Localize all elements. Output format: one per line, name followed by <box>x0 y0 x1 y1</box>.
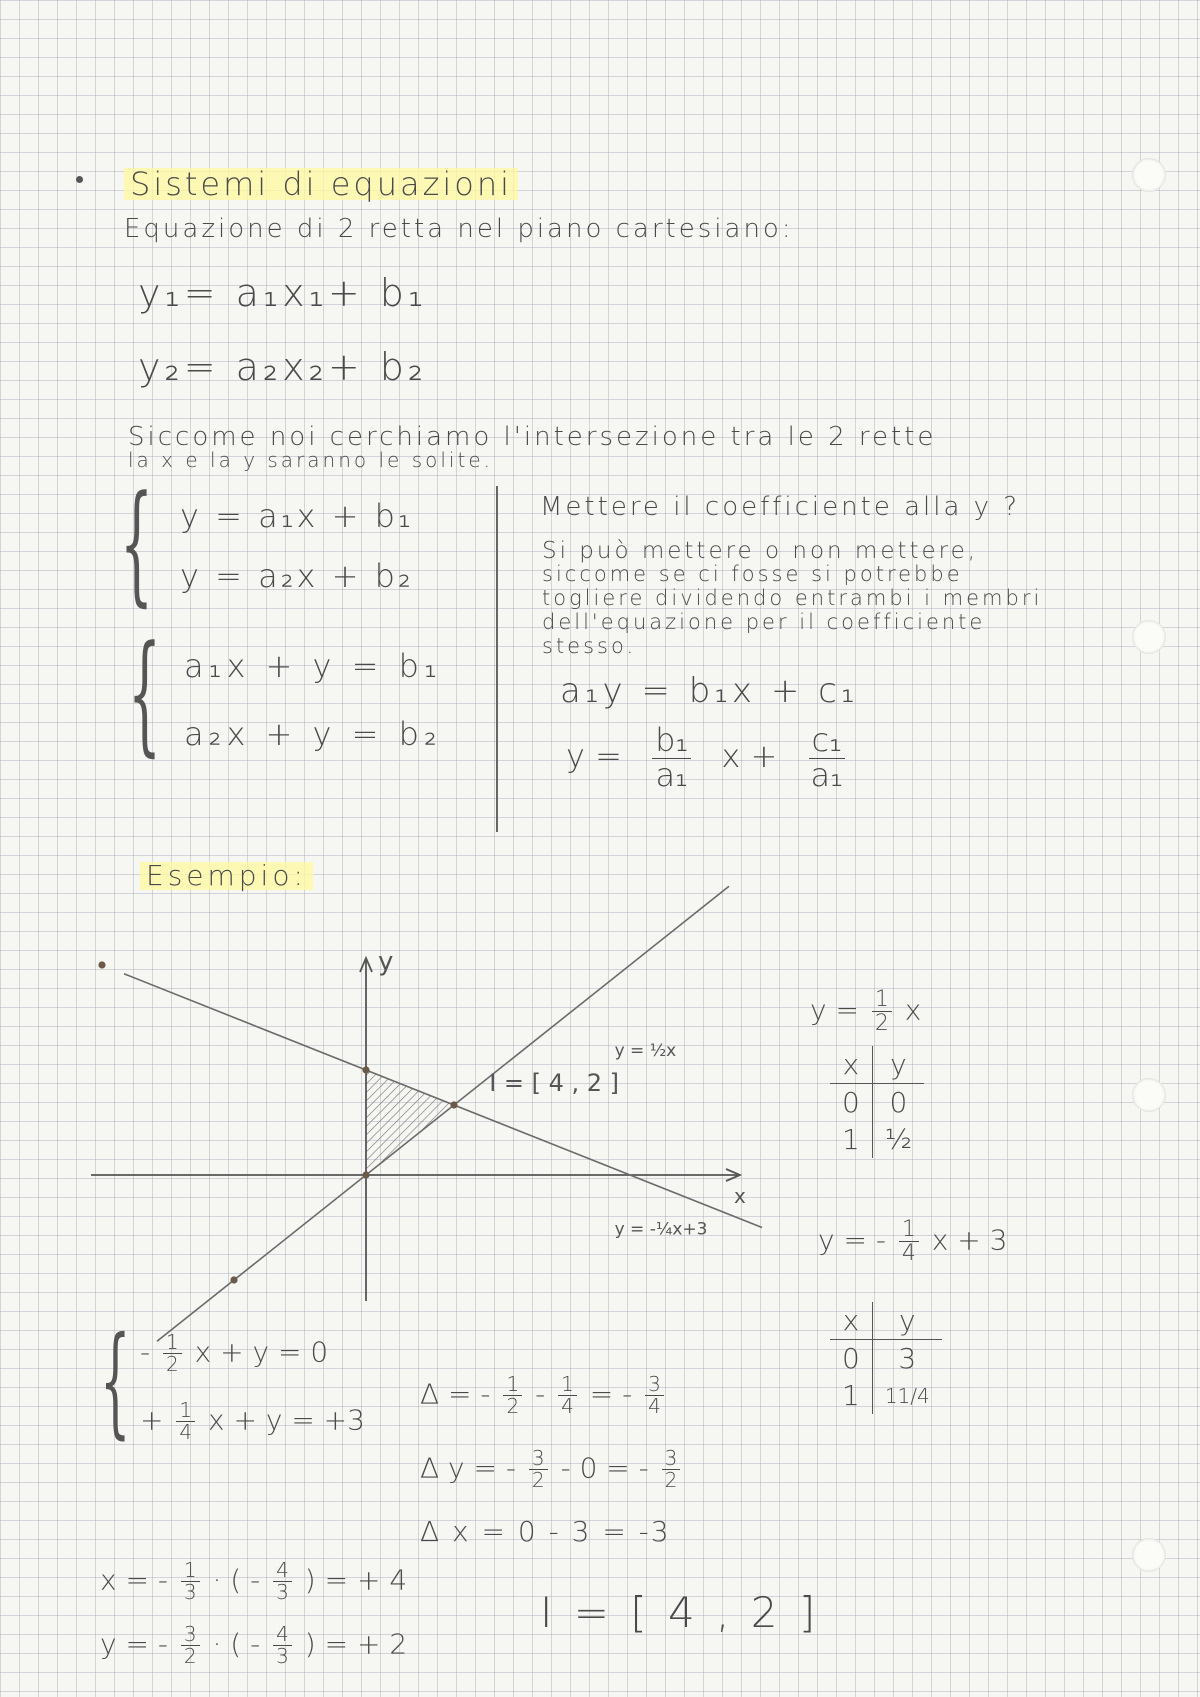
solution-x-sign: - <box>157 1563 168 1597</box>
fraction-denominator: 2 <box>664 1468 678 1492</box>
note-line-1: Siccome noi cerchiamo l'intersezione tra le 2 rette <box>128 422 937 452</box>
delta-equation <box>420 1374 668 1417</box>
delta-fraction-1 <box>503 1374 522 1417</box>
table-2-title-rhs: x + 3 <box>931 1223 1008 1257</box>
table-2-header-row <box>830 1302 942 1340</box>
plotted-point <box>362 1171 369 1178</box>
delta-y-fraction-1 <box>529 1448 548 1491</box>
table-row <box>830 1121 924 1158</box>
table-cell: ½ <box>884 1123 912 1156</box>
fraction-numerator: 1 <box>899 1218 919 1242</box>
example-eq-2-rest: x + y = +3 <box>208 1403 365 1437</box>
table-2-title-fraction <box>899 1218 919 1265</box>
system-b-eq-1: a₁x + y = b₁ <box>184 647 442 685</box>
table-2-title-lhs: y = <box>818 1223 867 1257</box>
solution-x-lhs: x = <box>100 1563 149 1597</box>
cartesian-graph <box>60 940 780 1300</box>
solution-y <box>100 1624 407 1667</box>
table-cell: 0 <box>889 1086 908 1119</box>
coefficient-solved-mid: x + <box>721 737 778 776</box>
answer-line-4: dell'equazione per il coefficiente <box>542 610 986 634</box>
delta-sign-1: - <box>480 1377 491 1411</box>
fraction-denominator: a₁ <box>655 755 688 794</box>
answer-line-5: stesso. <box>542 634 637 658</box>
section-heading: Sistemi di equazioni <box>124 168 518 200</box>
fraction-denominator: 2 <box>183 1644 197 1668</box>
table-2-header-y: y <box>872 1302 941 1340</box>
solution-y-fraction-1 <box>181 1624 200 1667</box>
table-cell: 3 <box>898 1342 917 1375</box>
solution-y-rhs: ) = + 2 <box>304 1627 408 1661</box>
plotted-point <box>230 1276 237 1283</box>
delta-sign-2: - <box>535 1377 546 1411</box>
fraction-denominator: 4 <box>901 1241 916 1267</box>
delta-y-fraction-2 <box>662 1448 681 1491</box>
example-eq-2-fraction <box>176 1400 195 1443</box>
table-1-title-rhs: x <box>904 993 922 1027</box>
solution-y-sign: - <box>157 1627 168 1661</box>
example-eq-1-fraction <box>163 1332 182 1375</box>
column-divider <box>496 486 498 832</box>
table-row <box>830 1377 942 1414</box>
delta-y-rest: - 0 = - <box>560 1451 649 1485</box>
solution-x-rhs: ) = + 4 <box>304 1563 408 1597</box>
binder-hole-upper-mid <box>1132 620 1166 654</box>
fraction-numerator: 4 <box>273 1560 292 1582</box>
table-cell: 0 <box>830 1084 872 1122</box>
table-1-title-lhs: y = <box>810 993 859 1027</box>
line-y-half-x <box>157 886 729 1341</box>
delta-y-sign: - <box>505 1451 517 1485</box>
table-cell: 1 <box>830 1121 872 1158</box>
fraction-denominator: 4 <box>648 1394 661 1418</box>
example-system-eq-1 <box>140 1332 328 1375</box>
delta-fraction-2 <box>558 1374 577 1417</box>
solution-x-fraction-1 <box>181 1560 200 1603</box>
delta-x-equation: Δ x = 0 - 3 = -3 <box>420 1515 671 1548</box>
delta-label: Δ = <box>420 1377 472 1411</box>
fraction-numerator: 1 <box>558 1374 577 1396</box>
bullet-dot <box>76 176 83 183</box>
table-2 <box>830 1302 942 1414</box>
plotted-point <box>98 961 105 968</box>
example-eq-1-sign: - <box>140 1335 151 1369</box>
fraction-numerator: 1 <box>872 988 892 1012</box>
fraction-denominator: a₁ <box>810 755 843 794</box>
plotted-point <box>450 1101 457 1108</box>
note-line-2: la x e la y saranno le solite. <box>128 448 493 472</box>
fraction-numerator: 1 <box>163 1332 182 1354</box>
fraction-denominator: 2 <box>506 1394 520 1418</box>
solution-x-dot: · ( - <box>212 1563 261 1597</box>
table-1-header-y: y <box>872 1046 924 1084</box>
fraction-denominator: 4 <box>179 1420 193 1444</box>
example-system-brace: { <box>100 1312 131 1451</box>
system-b-eq-2: a₂x + y = b₂ <box>184 715 442 753</box>
table-cell: 11/4 <box>884 1383 930 1408</box>
fraction-denominator: 2 <box>166 1352 179 1376</box>
fraction-numerator: 3 <box>181 1624 200 1646</box>
system-a-brace: { <box>120 467 154 619</box>
coefficient-equation: a₁y = b₁x + c₁ <box>560 671 859 711</box>
fraction-denominator: 2 <box>531 1468 545 1492</box>
coefficient-solved-lhs: y = <box>566 737 622 776</box>
coefficient-fraction-b <box>652 721 691 794</box>
y-axis-label: y <box>378 947 394 977</box>
fraction-denominator: 3 <box>276 1644 289 1668</box>
table-2-title <box>818 1218 1007 1265</box>
line-equation-2: y₂= a₂x₂+ b₂ <box>138 345 428 389</box>
solution-x <box>100 1560 407 1603</box>
intro-text: Equazione di 2 retta nel piano cartesiano: <box>124 214 794 244</box>
fraction-denominator: 3 <box>276 1580 289 1604</box>
coefficient-fraction-c <box>808 721 846 794</box>
final-result: I = [ 4 , 2 ] <box>540 1588 820 1637</box>
solution-x-fraction-2 <box>273 1560 292 1603</box>
delta-y-label: Δ y = <box>420 1451 497 1485</box>
fraction-numerator: 3 <box>645 1374 664 1396</box>
binder-hole-lower-mid <box>1132 1078 1166 1112</box>
x-axis-label: x <box>734 1184 746 1208</box>
table-row <box>830 1340 942 1378</box>
table-1 <box>830 1046 924 1158</box>
table-row <box>830 1084 924 1122</box>
fraction-numerator: b₁ <box>652 724 691 759</box>
table-1-header-row <box>830 1046 924 1084</box>
answer-line-2: siccome se ci fosse si potrebbe <box>542 562 963 586</box>
fraction-numerator: 1 <box>503 1374 522 1396</box>
answer-line-1: Si può mettere o non mettere, <box>542 538 979 564</box>
solution-y-fraction-2 <box>273 1624 292 1667</box>
table-cell: 0 <box>830 1340 872 1378</box>
delta-equals: = - <box>589 1377 633 1411</box>
table-cell: 1 <box>830 1377 872 1414</box>
line-1-label: y = ½x <box>614 1041 677 1061</box>
example-label: Esempio: <box>140 862 313 890</box>
system-b-brace: { <box>128 617 162 769</box>
fraction-numerator: 4 <box>273 1624 292 1646</box>
table-2-header-x: x <box>830 1302 872 1340</box>
line-y-minus-quarter-x-plus-3 <box>124 974 762 1228</box>
solution-y-dot: · ( - <box>212 1627 261 1661</box>
system-a-eq-1: y = a₁x + b₁ <box>180 497 414 535</box>
fraction-numerator: 1 <box>181 1560 200 1582</box>
delta-y-equation <box>420 1448 684 1491</box>
fraction-numerator: 3 <box>529 1448 548 1470</box>
solution-y-lhs: y = <box>100 1627 149 1661</box>
coefficient-question: Mettere il coefficiente alla y ? <box>540 492 1021 522</box>
fraction-numerator: 3 <box>662 1448 681 1470</box>
delta-fraction-3 <box>645 1374 664 1417</box>
line-2-label: y = -¼x+3 <box>614 1219 708 1240</box>
intersection-label: I = [ 4 , 2 ] <box>489 1069 620 1097</box>
example-eq-2-sign: + <box>140 1403 164 1437</box>
fraction-denominator: 3 <box>183 1580 197 1604</box>
fraction-numerator: c₁ <box>809 724 845 759</box>
table-2-title-sign: - <box>875 1223 886 1257</box>
example-eq-1-rest: x + y = 0 <box>194 1335 329 1369</box>
system-a-eq-2: y = a₂x + b₂ <box>180 557 414 595</box>
binder-hole-bottom <box>1132 1538 1166 1572</box>
shaded-region <box>366 1070 454 1175</box>
line-equation-1: y₁= a₁x₁+ b₁ <box>138 271 428 315</box>
table-1-header-x: x <box>830 1046 872 1084</box>
fraction-denominator: 4 <box>561 1394 574 1418</box>
binder-hole-top <box>1132 158 1166 192</box>
table-1-title <box>810 988 921 1035</box>
fraction-numerator: 1 <box>176 1400 195 1422</box>
answer-line-3: togliere dividendo entrambi i membri <box>542 586 1043 610</box>
fraction-denominator: 2 <box>874 1011 889 1037</box>
coefficient-solved <box>566 721 866 794</box>
example-system-eq-2 <box>140 1400 365 1443</box>
plotted-point <box>362 1066 369 1073</box>
table-1-title-fraction <box>872 988 892 1035</box>
